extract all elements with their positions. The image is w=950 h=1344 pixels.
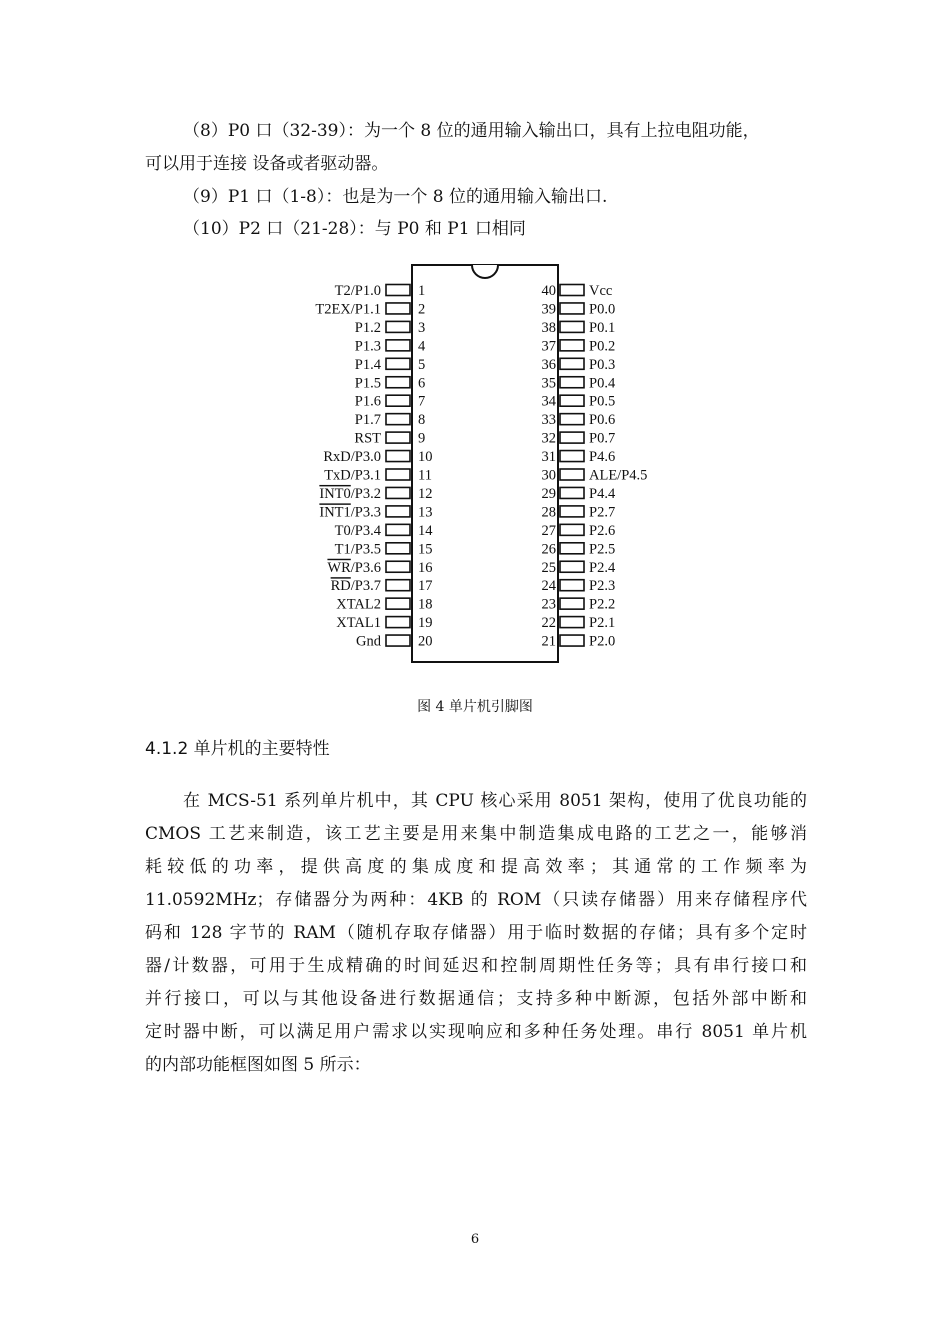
pin-number-39: 39 [541,301,556,318]
pin-number-21: 21 [541,633,556,650]
pin-number-10: 10 [418,449,433,466]
body-line-5: 码和 128 字节的 RAM（随机存取存储器）用于临时数据的存储；具有多个定时 [145,923,807,943]
pin-number-7: 7 [418,393,426,410]
pin-box-3 [386,321,410,332]
figure-caption: 图 4 单片机引脚图 [417,699,533,715]
pin-box-34 [560,395,584,406]
pin-label-39: P0.0 [589,301,616,318]
pin-label-19: XTAL1 [336,615,381,632]
pin-label-14: T0/P3.4 [334,522,381,539]
pin-number-36: 36 [541,356,556,373]
pin-number-22: 22 [541,615,556,632]
body-line-3: 耗较低的功率，提供高度的集成度和提高效率；其通常的工作频率为 [145,857,807,877]
pin-label-32: P0.7 [589,430,616,447]
pin-label-35: P0.4 [589,375,616,392]
pin-label-28: P2.7 [589,504,616,521]
pin-label-1: T2/P1.0 [334,283,381,299]
pin-number-20: 20 [418,633,433,650]
pin-number-14: 14 [418,522,433,539]
pin-number-23: 23 [541,596,556,613]
pin-number-6: 6 [418,375,426,392]
pin-number-29: 29 [541,485,556,502]
page-number: 6 [470,1232,480,1247]
pin-box-32 [560,432,584,443]
pin-box-30 [560,469,584,480]
pin-number-30: 30 [541,467,556,484]
pin-number-38: 38 [541,319,556,336]
chip-notch [472,265,498,278]
pin-label-15: T1/P3.5 [334,541,381,558]
pin-label-3: P1.2 [354,319,381,336]
pin-box-19 [386,617,410,628]
pin-label-6: P1.5 [354,375,381,392]
pin-label-30: ALE/P4.5 [589,467,648,484]
pin-number-2: 2 [418,301,426,318]
pin-number-4: 4 [418,338,426,355]
pin-number-5: 5 [418,356,426,373]
pin-box-21 [560,635,584,646]
pin-number-3: 3 [418,319,426,336]
pin-box-31 [560,451,584,462]
pin-box-39 [560,303,584,314]
pin-box-36 [560,358,584,369]
body-line-7: 并行接口，可以与其他设备进行数据通信；支持多种中断源，包括外部中断和 [145,989,807,1009]
pin-label-5: P1.4 [354,356,381,373]
body-line-6: 器/计数器，可用于生成精确的时间延迟和控制周期性任务等；具有串行接口和 [145,956,807,976]
pin-label-36: P0.3 [589,356,616,373]
pin-label-31: P4.6 [589,449,616,466]
pin-box-20 [386,635,410,646]
pin-box-10 [386,451,410,462]
body-line-4: 11.0592MHz；存储器分为两种：4KB 的 ROM（只读存储器）用来存储程序代 [145,890,807,910]
pin-number-16: 16 [418,559,433,576]
pin-label-22: P2.1 [589,615,616,632]
body-line-2: CMOS 工艺来制造，该工艺主要是用来集中制造集成电路的工艺之一，能够消 [145,824,807,844]
pin-number-12: 12 [418,485,433,502]
pin-label-34: P0.5 [589,393,616,410]
pin-label-12: INT0/P3.2 [319,485,381,502]
pin-box-12 [386,487,410,498]
pin-box-2 [386,303,410,314]
pin-box-4 [386,340,410,351]
pin-label-24: P2.3 [589,578,616,595]
pin-box-5 [386,358,410,369]
pin-number-25: 25 [541,559,556,576]
pin-box-38 [560,321,584,332]
para-p0-line1: （8）P0 口（32-39）：为一个 8 位的通用输入输出口，具有上拉电阻功能， [183,121,760,141]
pin-box-24 [560,580,584,591]
pin-label-40: Vcc [589,283,613,299]
pin-box-17 [386,580,410,591]
pin-label-11: TxD/P3.1 [324,467,381,484]
pin-number-8: 8 [418,412,426,429]
pin-label-37: P0.2 [589,338,616,355]
para-p2: （10）P2 口（21-28）：与 P0 和 P1 口相同 [183,219,526,239]
pin-box-37 [560,340,584,351]
pin-label-25: P2.4 [589,559,616,576]
pin-label-2: T2EX/P1.1 [315,301,381,318]
pin-label-7: P1.6 [354,393,381,410]
pin-number-24: 24 [541,578,556,595]
pin-label-4: P1.3 [354,338,381,355]
pin-label-38: P0.1 [589,319,616,336]
pin-box-29 [560,487,584,498]
pin-box-23 [560,598,584,609]
pin-number-37: 37 [541,338,556,355]
pin-number-28: 28 [541,504,556,521]
chip-body [412,265,558,662]
pin-number-11: 11 [418,467,432,484]
pin-box-25 [560,561,584,572]
body-line-8: 定时器中断，可以满足用户需求以实现响应和多种任务处理。串行 8051 单片机 [145,1022,807,1042]
pin-box-40 [560,285,584,296]
pin-label-27: P2.6 [589,522,616,539]
pin-label-23: P2.2 [589,596,616,613]
pin-label-9: RST [354,430,381,447]
pin-number-31: 31 [541,449,556,466]
body-line-1: 在 MCS-51 系列单片机中，其 CPU 核心采用 8051 架构，使用了优良功能的 [183,791,807,811]
section-heading: 4.1.2 单片机的主要特性 [145,739,330,759]
pin-number-32: 32 [541,430,556,447]
pin-label-29: P4.4 [589,485,616,502]
pin-box-16 [386,561,410,572]
pin-number-13: 13 [418,504,433,521]
pin-box-28 [560,506,584,517]
pin-box-9 [386,432,410,443]
body-line-9: 的内部功能框图如图 5 所示： [145,1055,371,1075]
pin-number-1: 1 [418,283,426,299]
pin-label-13: INT1/P3.3 [319,504,381,521]
pin-label-33: P0.6 [589,412,616,429]
pin-number-17: 17 [418,578,433,595]
pin-box-8 [386,414,410,425]
pin-label-20: Gnd [356,633,381,650]
pin-label-10: RxD/P3.0 [323,449,381,466]
pin-box-15 [386,543,410,554]
pin-box-11 [386,469,410,480]
pin-box-33 [560,414,584,425]
pin-box-13 [386,506,410,517]
pin-box-26 [560,543,584,554]
pin-label-18: XTAL2 [336,596,381,613]
pin-number-9: 9 [418,430,426,447]
pin-number-18: 18 [418,596,433,613]
pin-box-22 [560,617,584,628]
pin-label-8: P1.7 [354,412,381,429]
pin-diagram [300,258,670,670]
pin-box-18 [386,598,410,609]
pin-number-35: 35 [541,375,556,392]
pin-label-17: RD/P3.7 [330,578,381,595]
pin-number-33: 33 [541,412,556,429]
para-p1: （9）P1 口（1-8）：也是为一个 8 位的通用输入输出口. [183,187,608,207]
pin-box-14 [386,524,410,535]
pin-number-19: 19 [418,615,433,632]
pin-box-35 [560,377,584,388]
pin-number-27: 27 [541,522,556,539]
pin-number-40: 40 [541,283,556,299]
pin-number-15: 15 [418,541,433,558]
pin-box-6 [386,377,410,388]
pin-number-26: 26 [541,541,556,558]
pin-label-26: P2.5 [589,541,616,558]
pin-box-27 [560,524,584,535]
pin-box-7 [386,395,410,406]
pin-label-16: WR/P3.6 [327,559,381,576]
pin-number-34: 34 [541,393,556,410]
pin-label-21: P2.0 [589,633,616,650]
para-p0-line2: 可以用于连接 设备或者驱动器。 [145,154,389,174]
pin-box-1 [386,285,410,296]
